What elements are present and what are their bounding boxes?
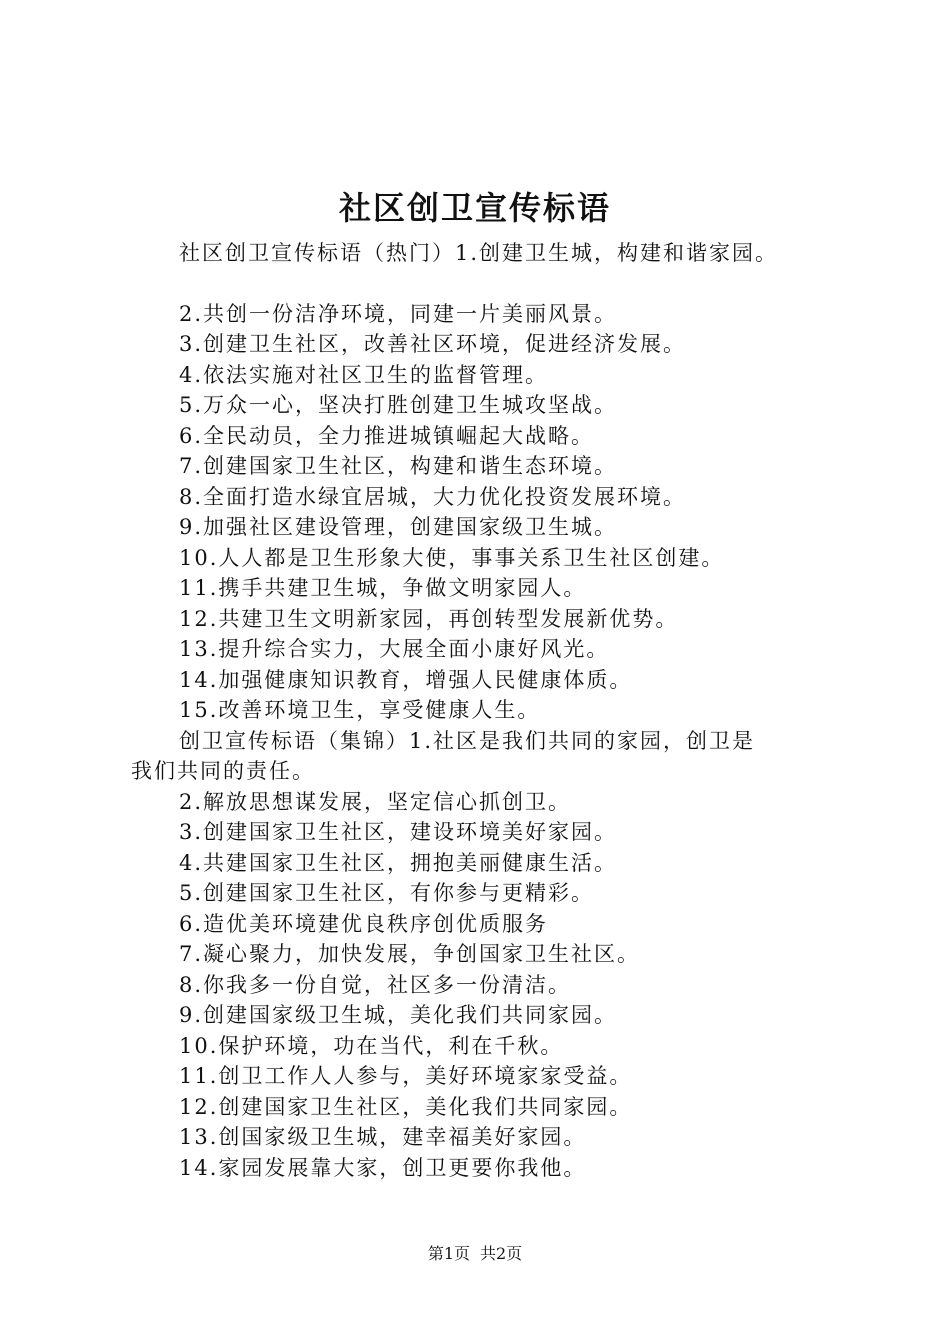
paragraph-line: 12.创建国家卫生社区，美化我们共同家园。 — [179, 1094, 633, 1119]
paragraph-line: 7.凝心聚力，加快发展，争创国家卫生社区。 — [179, 942, 641, 966]
page-number-total: 共2页 — [480, 1244, 523, 1263]
document-title: 社区创卫宣传标语 — [338, 189, 611, 227]
paragraph-line: 5.万众一心，坚决打胜创建卫生城攻坚战。 — [179, 393, 618, 417]
page-number-current: 第1页 — [427, 1244, 470, 1263]
paragraph-line: 11.创卫工作人人参与，美好环境家家受益。 — [179, 1064, 633, 1088]
paragraph-line: 2.共创一份洁净环境，同建一片美丽风景。 — [179, 301, 618, 326]
paragraph-line: 4.共建国家卫生社区，拥抱美丽健康生活。 — [179, 850, 618, 875]
paragraph-line: 5.创建国家卫生社区，有你参与更精彩。 — [179, 881, 595, 905]
paragraph-line: 10.保护环境，功在当代，利在千秋。 — [179, 1033, 564, 1058]
document-body — [131, 238, 871, 1183]
paragraph-line: 10.人人都是卫生形象大使，事事关系卫生社区创建。 — [179, 545, 725, 570]
paragraph-line: 8.全面打造水绿宜居城，大力优化投资发展环境。 — [179, 484, 687, 509]
page-footer — [0, 1243, 950, 1265]
paragraph-line: 6.全民动员，全力推进城镇崛起大战略。 — [179, 423, 595, 448]
paragraph-line: 14.加强健康知识教育，增强人民健康体质。 — [179, 667, 633, 692]
paragraph-line: 4.依法实施对社区卫生的监督管理。 — [179, 362, 549, 387]
paragraph-line: 我们共同的责任。 — [131, 759, 315, 783]
paragraph-line: 创卫宣传标语（集锦）1.社区是我们共同的家园，创卫是 — [179, 728, 756, 753]
paragraph-line: 13.提升综合实力，大展全面小康好风光。 — [179, 637, 610, 661]
paragraph-line: 9.创建国家级卫生城，美化我们共同家园。 — [179, 1003, 618, 1027]
paragraph-line: 7.创建国家卫生社区，构建和谐生态环境。 — [179, 454, 618, 478]
paragraph-line: 9.加强社区建设管理，创建国家级卫生城。 — [179, 515, 618, 539]
paragraph-line: 6.造优美环境建优良秩序创优质服务 — [179, 911, 549, 936]
paragraph-line: 12.共建卫生文明新家园，再创转型发展新优势。 — [179, 606, 679, 631]
paragraph-gap — [131, 269, 871, 299]
paragraph-line: 8.你我多一份自觉，社区多一份清洁。 — [179, 972, 572, 997]
paragraph-line: 3.创建国家卫生社区，建设环境美好家园。 — [179, 820, 618, 844]
paragraph-line: 15.改善环境卫生，享受健康人生。 — [179, 698, 541, 722]
paragraph-line: 社区创卫宣传标语（热门）1.创建卫生城，构建和谐家园。 — [179, 241, 779, 265]
paragraph-line: 14.家园发展靠大家，创卫更要你我他。 — [179, 1155, 587, 1180]
paragraph-line: 3.创建卫生社区，改善社区环境，促进经济发展。 — [179, 332, 687, 356]
paragraph-line: 13.创国家级卫生城，建幸福美好家园。 — [179, 1125, 587, 1149]
paragraph-line: 2.解放思想谋发展，坚定信心抓创卫。 — [179, 789, 572, 814]
paragraph-line: 11.携手共建卫生城，争做文明家园人。 — [179, 576, 587, 600]
